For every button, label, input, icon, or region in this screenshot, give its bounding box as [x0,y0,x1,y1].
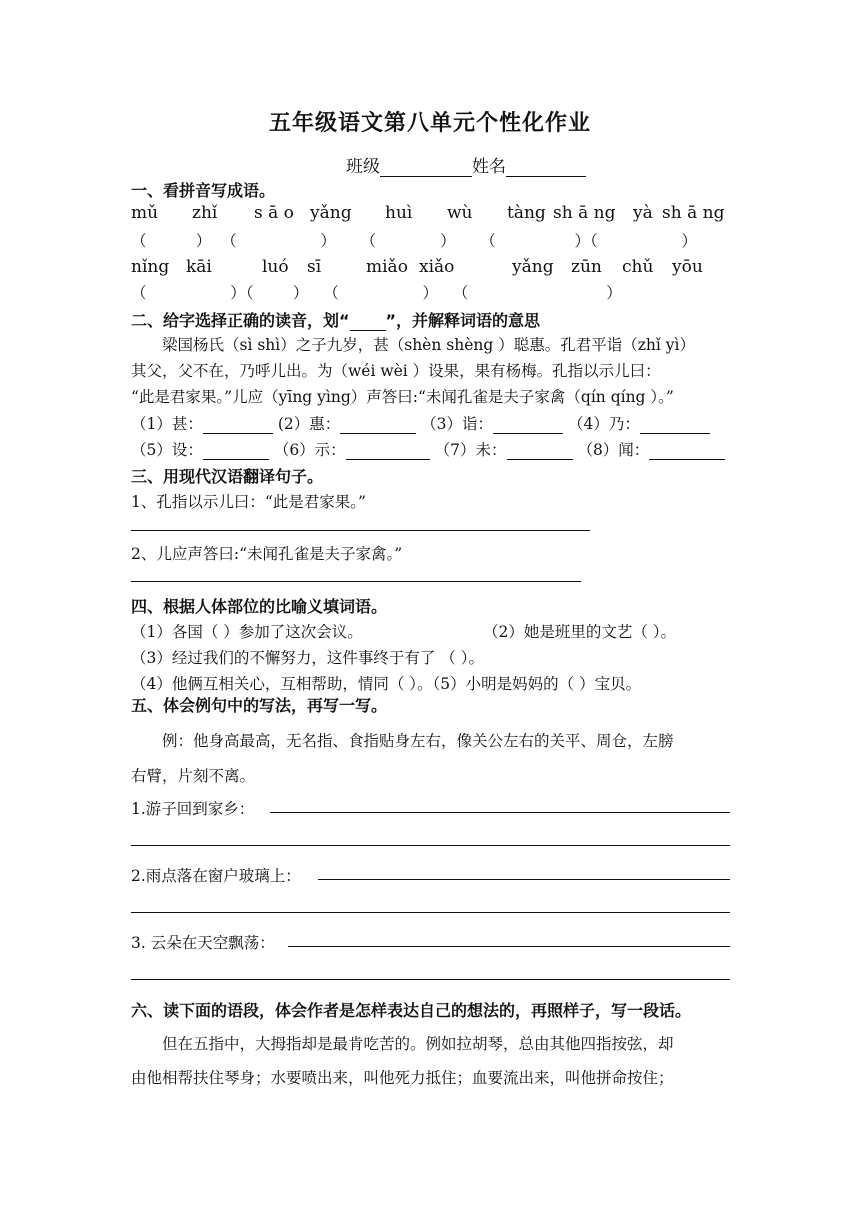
pinyin: zūn [571,257,602,277]
section-2-heading [131,308,540,331]
section-3-heading: 三、用现代汉语翻译句子。 [131,467,324,486]
answer-parens-row-2[interactable]: （ ）（ ） （ ） （ ） [131,284,622,302]
explain-blank[interactable] [507,441,573,460]
section-6-heading: 六、读下面的语段，体会作者是怎样表达自己的想法的，再照样子，写一段话。 [131,1001,692,1020]
pinyin: yōu [672,257,703,277]
passage-line-1: 梁国杨氏（sì shì）之子九岁，甚（shèn shèng ）聪惠。孔君平诣（zhǐ yì） [162,336,695,354]
fill-item-4-5[interactable]: （4）他俩互相关心，互相帮助，情同（ ）。（5）小明是妈妈的（ ）宝贝。 [131,675,642,693]
answer-line[interactable] [318,879,730,880]
answer-line[interactable] [288,946,730,947]
pinyin: yǎng [310,203,352,223]
pinyin: yǎng [512,257,554,277]
explain-label: （5）设： [131,441,203,459]
pinyin: zhǐ [192,203,218,223]
explain-blank[interactable] [640,415,710,434]
explain-label: （3）诣： [421,415,494,433]
pinyin: tàng [507,203,546,223]
section-4-heading: 四、根据人体部位的比喻义填词语。 [131,597,388,616]
write-q1-label: 1.游子回到家乡： [131,800,255,818]
example-line-1: 例：他身高最高，无名指、食指贴身左右，像关公左右的关平、周仓，左膀 [162,732,674,750]
explain-label: （7）未： [434,441,507,459]
section-2-heading-b: ”，并解释词语的意思 [385,311,541,330]
section-1-heading: 一、看拼音写成语。 [131,181,276,200]
class-blank[interactable] [380,158,472,177]
name-label: 姓名 [472,157,506,177]
pinyin: luó [262,257,289,277]
passage-line-2: 其父，父不在，乃呼儿出。为（wéi wèi ）设果，果有杨梅。孔指以示儿曰： [131,362,661,380]
explain-blank[interactable] [340,415,416,434]
explain-blank[interactable] [493,415,563,434]
passage-6-line-1: 但在五指中，大拇指却是最肯吃苦的。例如拉胡琴，总由其他四指按弦，却 [162,1035,674,1053]
translate-q2: 2、儿应声答曰:“未闻孔雀是夫子家禽。” [131,545,403,563]
pinyin: chǔ [622,257,654,277]
explain-blank[interactable] [346,441,430,460]
explain-blank[interactable] [649,441,725,460]
class-label: 班级 [346,157,380,177]
pinyin: sh ā ng [553,203,616,223]
pinyin: sī [307,257,322,277]
passage-6-line-2: 由他相帮扶住琴身；水要喷出来，叫他死力抵住；血要流出来，叫他拼命按住； [131,1069,674,1087]
explain-label: (2）惠： [277,415,341,433]
explain-blank[interactable] [203,415,273,434]
pinyin: yà [633,203,653,223]
answer-line[interactable] [131,979,730,980]
answer-line[interactable] [270,812,730,813]
explain-blank[interactable] [203,441,269,460]
pinyin: sh ā ng [662,203,725,223]
pinyin: s ā o [254,203,294,223]
pinyin: miǎo [366,257,408,277]
pinyin: wù [447,203,473,223]
underline-sample [350,316,386,331]
explain-label: （1）甚： [131,415,203,433]
answer-parens-row-1[interactable]: （ ） （ ） （ ） （ ）（ ） [131,232,698,250]
fill-item-3[interactable]: （3）经过我们的不懈努力，这件事终于有了 （ ）。 [131,649,484,667]
example-line-2: 右臂，片刻不离。 [131,767,256,785]
section-2-heading-a: 二、给字选择正确的读音，划“ [131,311,350,330]
write-q2-label: 2.雨点落在窗户玻璃上： [131,867,301,885]
class-name-line [346,152,586,177]
answer-line[interactable] [131,581,581,582]
pinyin: nǐng [131,257,170,277]
passage-line-3: “此是君家果。”儿应（yīng yìng）声答曰:“未闻孔雀是夫子家禽（qín qíng ）。” [131,388,674,406]
explain-label: （4）乃： [567,415,640,433]
section-5-heading: 五、体会例句中的写法，再写一写。 [131,696,388,715]
fill-item-1[interactable]: （1）各国（ ）参加了这次会议。 [131,623,363,641]
explain-row-2 [131,438,725,460]
pinyin: kāi [186,257,212,277]
pinyin: mǔ [131,203,159,223]
explain-row-1 [131,412,710,434]
write-q3-label: 3. 云朵在天空飘荡： [131,934,275,952]
explain-label: （8）闻： [577,441,650,459]
answer-line[interactable] [131,530,590,531]
explain-label: （6）示： [273,441,346,459]
answer-line[interactable] [131,845,730,846]
answer-line[interactable] [131,912,730,913]
pinyin: huì [385,203,413,223]
name-blank[interactable] [506,158,586,177]
page-title: 五年级语文第八单元个性化作业 [268,111,591,136]
fill-item-2[interactable]: （2）她是班里的文艺（ ）。 [483,623,677,641]
pinyin: xiǎo [419,257,455,277]
translate-q1: 1、孔指以示儿曰：“此是君家果。” [131,493,366,511]
